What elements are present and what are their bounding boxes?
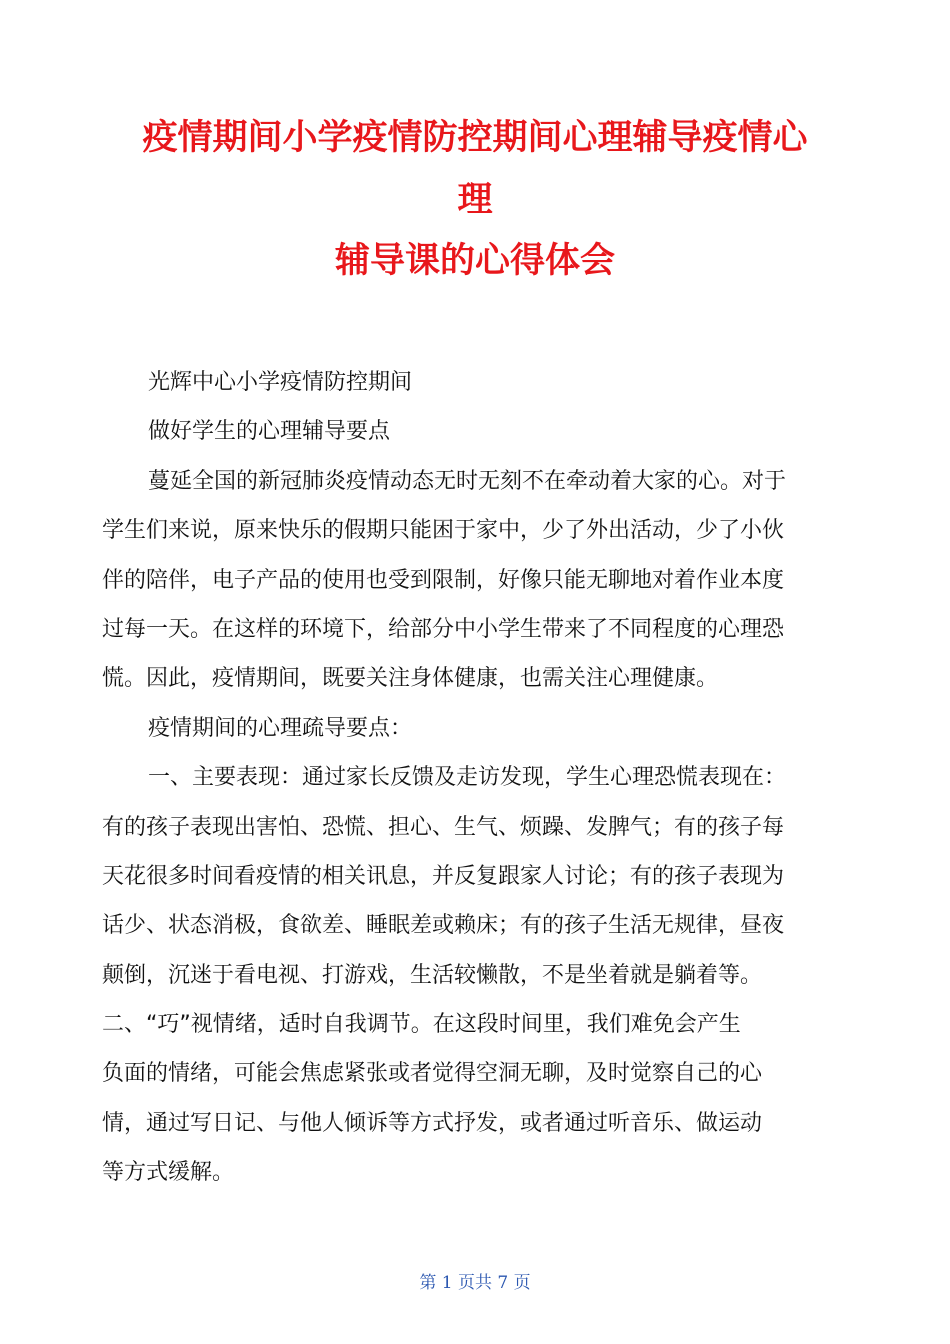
document-body [102,358,842,1198]
paragraph-line: 有的孩子表现出害怕、恐慌、担心、生气、烦躁、发脾气；有的孩子每 [102,814,785,840]
paragraph-line: 学生们来说，原来快乐的假期只能困于家中，少了外出活动，少了小伙 [102,518,785,544]
paragraph-line: 负面的情绪，可能会焦虑紧张或者觉得空洞无聊，及时觉察自己的心 [102,1061,763,1087]
document-title-line-2: 理 [457,180,493,220]
paragraph-line: 颠倒，沉迷于看电视、打游戏，生活较懒散，不是坐着就是躺着等。 [102,962,763,988]
page-number-footer: 第 1 页共 7 页 [419,1273,531,1293]
paragraph-line: 等方式缓解。 [102,1160,235,1186]
document-title-line-3: 辅导课的心得体会 [334,241,615,281]
paragraph-line: 天花很多时间看疫情的相关讯息，并反复跟家人讨论；有的孩子表现为 [102,863,785,889]
paragraph-line: 过每一天。在这样的环境下，给部分中小学生带来了不同程度的心理恐 [102,616,785,642]
paragraph-line: 蔓延全国的新冠肺炎疫情动态无时无刻不在牵动着大家的心。对于 [148,468,787,494]
paragraph-line: 伴的陪伴，电子产品的使用也受到限制，好像只能无聊地对着作业本度 [102,567,785,593]
subtitle-line: 做好学生的心理辅导要点 [148,419,391,445]
paragraph-line: 话少、状态消极，食欲差、睡眠差或赖床；有的孩子生活无规律，昼夜 [102,913,785,939]
document-title-line-1: 疫情期间小学疫情防控期间心理辅导疫情心 [142,118,808,158]
paragraph-line: 一、主要表现：通过家长反馈及走访发现，学生心理恐慌表现在： [148,765,787,791]
subtitle-line: 光辉中心小学疫情防控期间 [148,370,413,395]
paragraph-line: 慌。因此，疫情期间，既要关注身体健康，也需关注心理健康。 [102,666,719,692]
section-heading: 疫情期间的心理疏导要点： [148,715,413,741]
paragraph-line: 二、“巧”视情绪，适时自我调节。在这段时间里，我们难免会产生 [102,1012,741,1038]
paragraph-line: 情，通过写日记、与他人倾诉等方式抒发，或者通过听音乐、做运动 [102,1110,763,1136]
